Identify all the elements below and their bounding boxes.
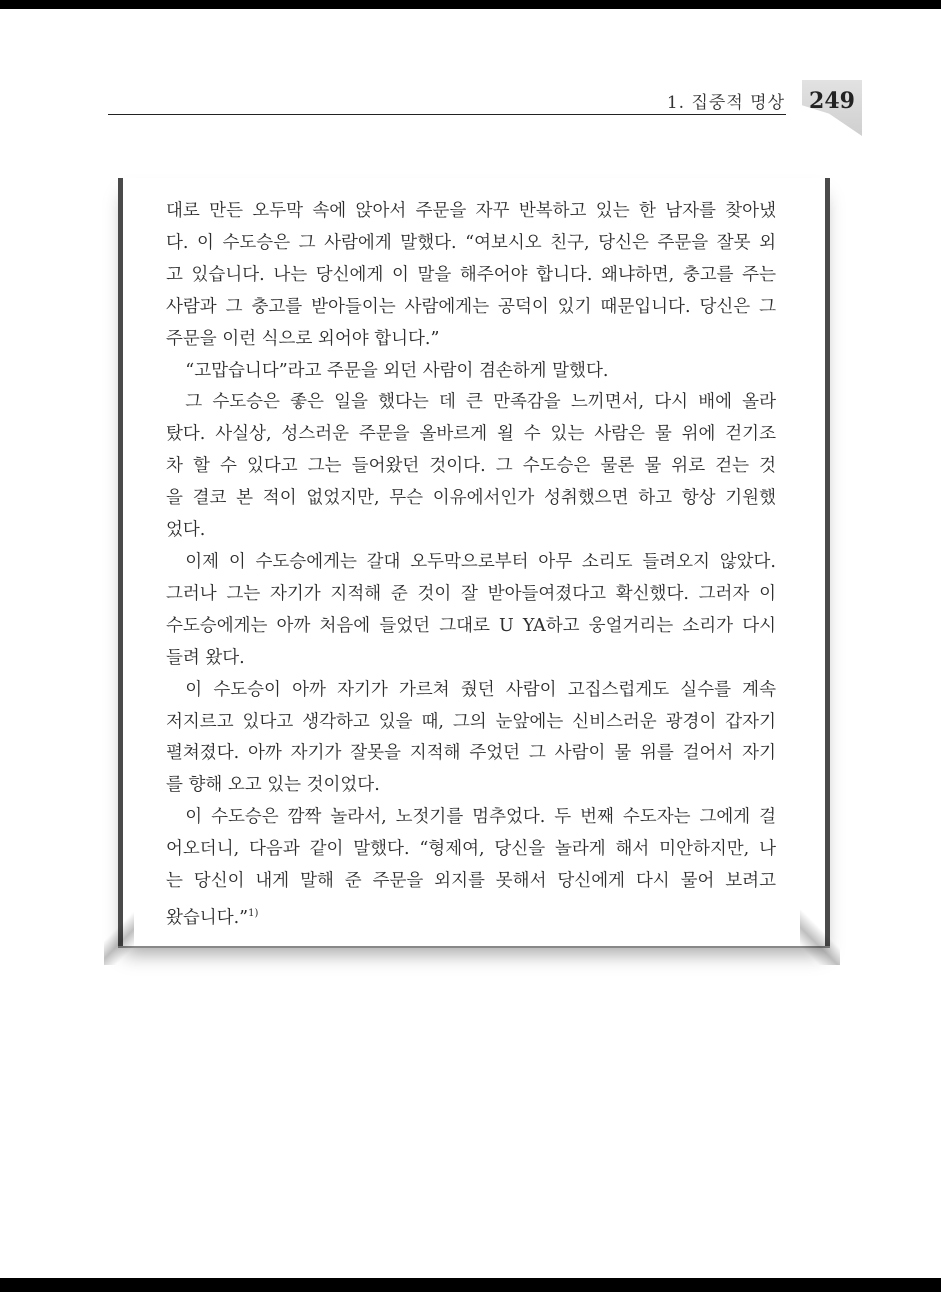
text-line: 사람과 그 충고를 받아들이는 사람에게는 공덕이 있기 때문입니다. 당신은 그 — [166, 296, 776, 317]
text-line: 차 할 수 있다고 그는 들어왔던 것이다. 그 수도승은 물론 물 위로 걷는 것 — [166, 456, 776, 477]
frame-bottom-rule — [118, 946, 830, 948]
curl-shadow-right — [800, 910, 840, 965]
text-line: 저지르고 있다고 생각하고 있을 때, 그의 눈앞에는 신비스러운 광경이 갑자기 — [166, 711, 776, 732]
footnote-marker[interactable]: 1) — [248, 907, 259, 919]
bottom-border-bar — [0, 1278, 941, 1292]
text-line: 탔다. 사실상, 성스러운 주문을 올바르게 욀 수 있는 사람은 물 위에 걷기조 — [166, 424, 776, 445]
top-border-bar — [0, 0, 941, 9]
body-text — [166, 196, 776, 935]
text-line: 그 수도승은 좋은 일을 했다는 데 큰 만족감을 느끼면서, 다시 배에 올라 — [185, 392, 776, 413]
text-line: 었다. — [166, 520, 206, 541]
text-line: 주문을 이런 식으로 외어야 합니다.” — [166, 328, 440, 349]
text-line: 이 수도승이 아까 자기가 가르쳐 줬던 사람이 고집스럽게도 실수를 계속 — [185, 679, 776, 700]
text-line: 을 결코 본 적이 없었지만, 무슨 이유에서인가 성취했으면 하고 항상 기원했 — [166, 488, 776, 509]
text-line: 대로 만든 오두막 속에 앉아서 주문을 자꾸 반복하고 있는 한 남자를 찾아냈 — [166, 201, 776, 221]
text-line: 어오더니, 다음과 같이 말했다. “형제여, 당신을 놀라게 해서 미안하지만, 나 — [166, 839, 776, 860]
running-head: 1. 집중적 명상 — [666, 93, 785, 113]
text-line: “고맙습니다”라고 주문을 외던 사람이 겸손하게 말했다. — [185, 360, 609, 381]
text-line: 펼쳐졌다. 아까 자기가 잘못을 지적해 주었던 그 사람이 물 위를 걸어서 자기 — [166, 743, 776, 764]
text-line: 왔습니다.” — [166, 907, 249, 928]
text-line: 다. 이 수도승은 그 사람에게 말했다. “여보시오 친구, 당신은 주문을 잘못 외 — [166, 232, 776, 253]
text-line: 는 당신이 내게 말해 준 주문을 외지를 못해서 당신에게 다시 물어 보려고 — [166, 871, 776, 892]
curl-shadow-left — [104, 905, 134, 965]
text-line: 수도승에게는 아까 처음에 들었던 그대로 U YA하고 웅얼거리는 소리가 다시 — [166, 615, 776, 636]
header-rule — [108, 114, 786, 115]
text-line: 들려 왔다. — [166, 647, 245, 668]
text-line: 그러나 그는 자기가 지적해 준 것이 잘 받아들여졌다고 확신했다. 그러자 이 — [166, 583, 776, 604]
text-line-with-footnote — [166, 898, 776, 935]
text-line: 이 수도승은 깜짝 놀라서, 노젓기를 멈추었다. 두 번째 수도자는 그에게 걸 — [185, 807, 776, 828]
text-line: 를 향해 오고 있는 것이었다. — [166, 775, 380, 796]
text-line: 고 있습니다. 나는 당신에게 이 말을 해주어야 합니다. 왜냐하면, 충고를 주는 — [166, 264, 776, 285]
text-line: 이제 이 수도승에게는 갈대 오두막으로부터 아무 소리도 들려오지 않았다. — [185, 551, 776, 572]
page-number: 249 — [809, 88, 855, 114]
